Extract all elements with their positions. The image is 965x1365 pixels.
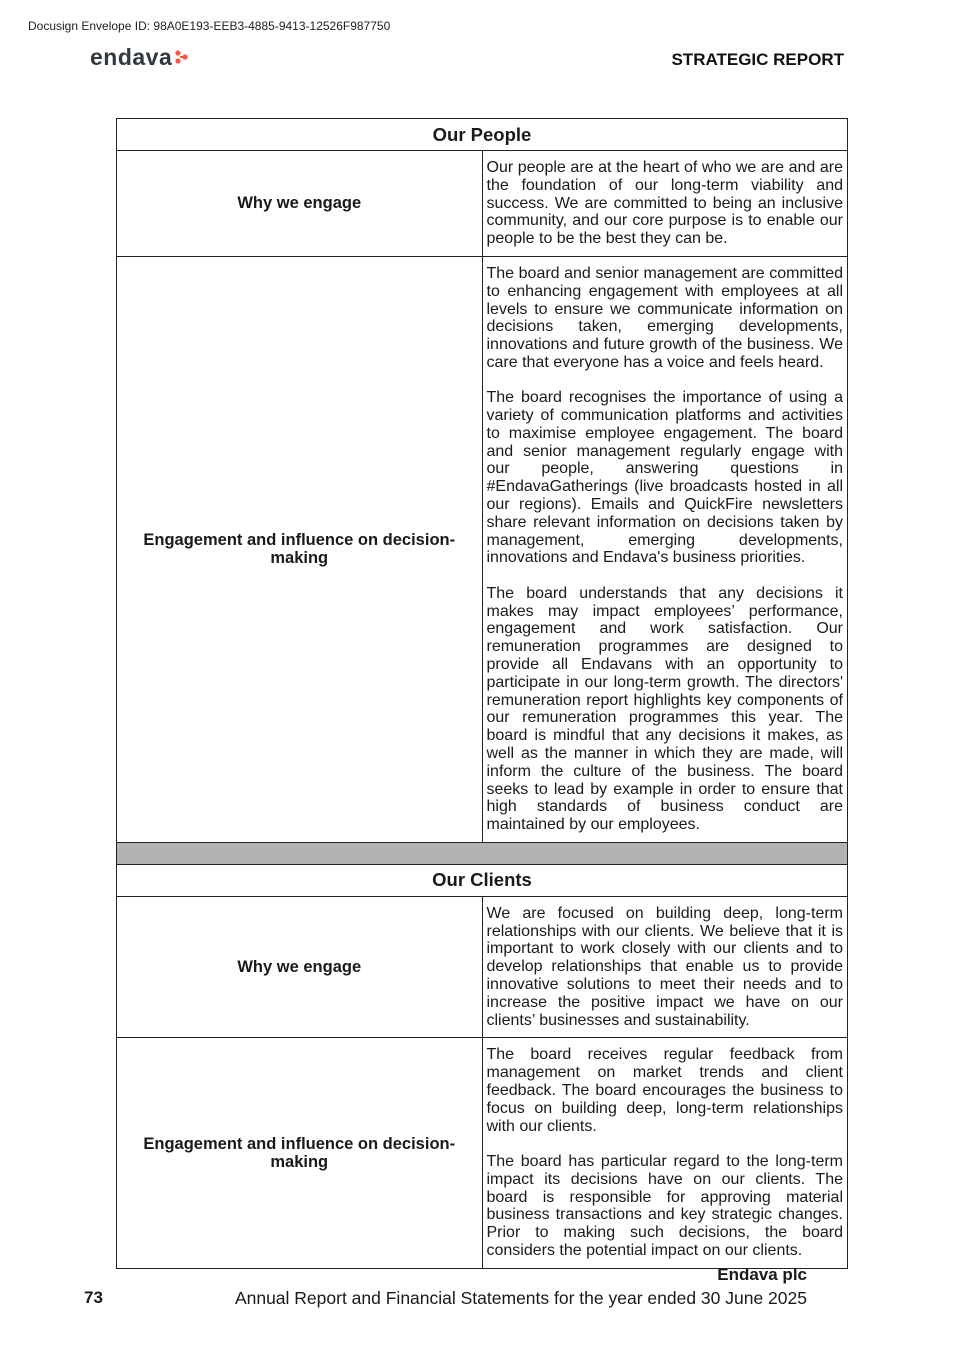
endava-logo	[90, 44, 190, 71]
people-engagement-text	[482, 256, 848, 842]
clients-engagement-label: Engagement and influence on decision-making	[117, 1038, 483, 1268]
stakeholder-engagement-table	[116, 118, 848, 1269]
people-why-text	[482, 151, 848, 257]
clients-engagement-row	[117, 1038, 848, 1268]
people-why-paragraph: Our people are at the heart of who we are and are the foundation of our long-term viability and success. We are committed to being an inclusive community, and our core purpose is to enable our people to be the best they can be.	[486, 159, 843, 248]
people-engagement-paragraph: The board and senior management are committed to enhancing engagement with employees at all levels to ensure we communicate information on decisions taken, emerging developments, innovations and future growth of the business. We care that everyone has a voice and feels heard.	[486, 264, 843, 371]
clients-engagement-paragraph: The board has particular regard to the long-term impact its decisions have on our clients. The board is responsible for approving material business transactions and key strategic changes. Prior to making such decisions, the board considers the potential impact on our clients.	[486, 1152, 843, 1259]
clients-engagement-text	[482, 1038, 848, 1268]
clients-why-row	[117, 896, 848, 1038]
logo-wordmark: endava	[90, 44, 173, 70]
people-engagement-paragraph: The board recognises the importance of using a variety of communication platforms and activities to maximise employee engagement. The board and senior management regularly engage with our people, answering questions in #EndavaGatherings (live broadcasts hosted in all our regions). Emails and QuickFire newsletters share relevant information on decisions taken by management, emerging developments, innovations and Endava's business priorities.	[486, 389, 843, 567]
people-title-row	[117, 119, 848, 151]
section-separator-row	[117, 842, 848, 864]
people-title: Our People	[117, 119, 848, 151]
clients-title: Our Clients	[117, 864, 848, 896]
clients-why-label: Why we engage	[117, 896, 483, 1038]
section-label: STRATEGIC REPORT	[671, 50, 844, 69]
footer-description: Annual Report and Financial Statements for the year ended 30 June 2025	[234, 1288, 807, 1308]
people-engagement-label: Engagement and influence on decision-making	[117, 256, 483, 842]
page-number: 73	[84, 1288, 103, 1307]
people-engagement-paragraph: The board understands that any decisions it makes may impact employees’ performance, engagement and work satisfaction. Our remuneration programmes are designed to provide all Endavans with an opportunity to participate in our long-term growth. The directors' remuneration report highlights key components of our remuneration programmes this year. The board is mindful that any decisions it makes, as well as the manner in which they are made, will inform the culture of the business. The board seeks to lead by example in order to ensure that high standards of business conduct are maintained by our employees.	[486, 584, 843, 834]
footer-company: Endava plc	[717, 1265, 807, 1284]
clients-title-row	[117, 864, 848, 896]
section-separator	[117, 842, 848, 864]
people-engagement-row	[117, 256, 848, 842]
clients-why-text	[482, 896, 848, 1038]
people-why-label: Why we engage	[117, 151, 483, 257]
people-why-row	[117, 151, 848, 257]
docusign-envelope-id: Docusign Envelope ID: 98A0E193-EEB3-4885-9413-12526F987750	[28, 19, 391, 33]
clients-why-paragraph: We are focused on building deep, long-term relationships with our clients. We believe that it is important to work closely with our clients and to develop relationships that enable us to provide innovative solutions to meet their needs and to increase the positive impact we have on our clients’ businesses and sustainability.	[486, 904, 843, 1029]
endava-logo-mark-icon	[174, 49, 190, 70]
clients-engagement-paragraph: The board receives regular feedback from management on market trends and client feedback. The board encourages the business to focus on building deep, long-term relationships with our clients.	[486, 1046, 843, 1135]
